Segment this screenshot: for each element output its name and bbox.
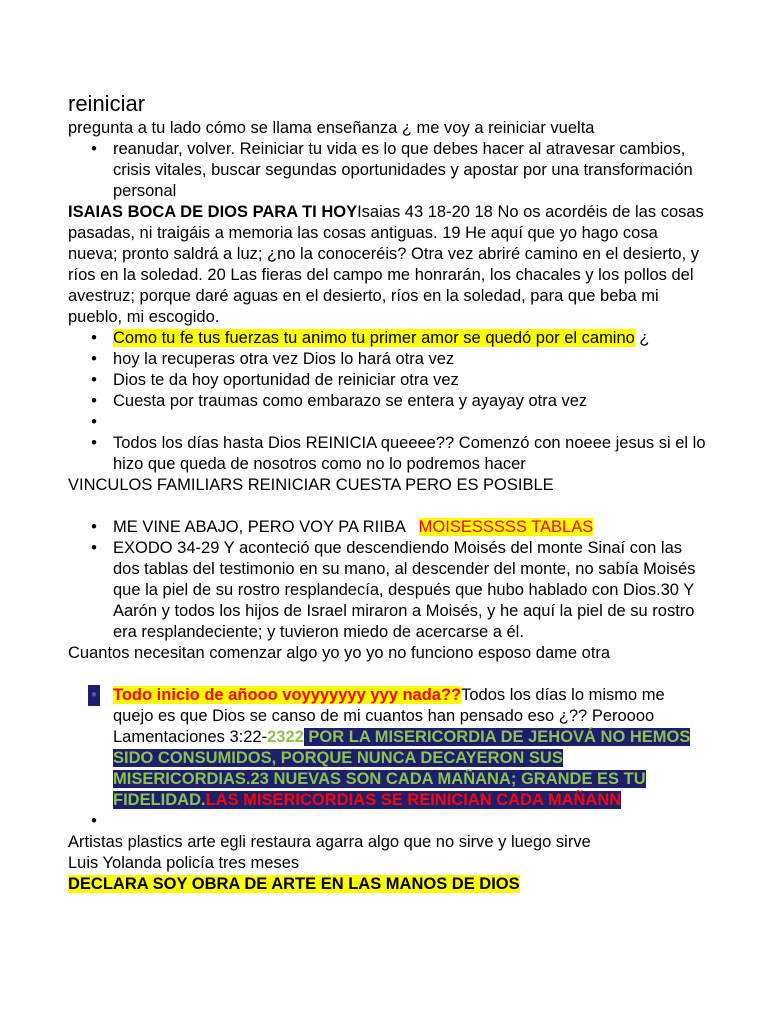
list-item-text: EXODO 34-29 Y aconteció que descendiendo Moisés del monte Sinaí con las dos tablas del testimonio en su mano, al descender del monte, no sabía Moisés que la piel de su rostro resplandecía, después que hubo hablado con Dios.30 Y Aarón y todos los hijos de Israel miraron a Moisés, y he aquí la piel de su rostro era resplandeciente; y tuvieron miedo de acercarse a él. — [113, 539, 696, 641]
bullet-icon: • — [91, 392, 97, 410]
list-item-text: reanudar, volver. Reiniciar tu vida es lo que debes hacer al atravesar cambios, crisis vitales, buscar segundas oportunidades y apostar por una transformación personal — [113, 140, 693, 200]
list-item-text: Dios te da hoy oportunidad de reiniciar otra vez — [113, 371, 459, 389]
list-item — [68, 517, 708, 538]
bullet-icon: • — [91, 413, 97, 431]
highlighted-text: MOISESSSSS TABLAS — [418, 518, 594, 536]
list-item-text: Cuesta por traumas como embarazo se entera y ayayay otra vez — [113, 392, 588, 410]
bullet-icon: • — [91, 518, 97, 536]
list-item — [68, 349, 708, 370]
declara-line — [68, 874, 708, 895]
list-item — [68, 433, 708, 475]
list-item — [68, 391, 708, 412]
bullet-icon: • — [91, 812, 97, 830]
empty-list-item — [68, 811, 708, 832]
list-item-text: ME VINE ABAJO, PERO VOY PA RIIBA — [113, 518, 419, 536]
luis-line: Luis Yolanda policía tres meses — [68, 854, 300, 872]
empty-list-item — [68, 412, 708, 433]
list-item-text: Todos los días lo mismo me quejo es que Dios se canso de mi cuantos han pensado eso ¿?? Peroooo Lamentaciones 3:22- — [113, 686, 665, 746]
highlighted-text: Como tu fe tus fuerzas tu animo tu primer amor se quedó por el camino — [113, 329, 635, 347]
bullet-icon: • — [91, 371, 97, 389]
highlighted-verse: POR LA MISERICORDIA DE JEHOVÁ NO HEMOS SIDO CONSUMIDOS, PORQUE NUNCA DECAYERON SUS MISERICORDIAS.23 NUEVAS SON CADA MAÑANA; GRANDE ES TU FIDELIDAD. — [113, 728, 691, 809]
list-item — [68, 328, 708, 349]
isaias-heading: ISAIAS BOCA DE DIOS PARA TI HOY — [68, 203, 358, 221]
bullet-icon: • — [91, 434, 97, 452]
bullet-list-2 — [68, 328, 708, 475]
vinculos-line: VINCULOS FAMILIARS REINICIAR CUESTA PERO ES POSIBLE — [68, 476, 554, 494]
list-item — [68, 538, 708, 643]
bullet-list-4 — [68, 685, 708, 832]
bullet-list-1 — [68, 139, 708, 202]
list-item — [68, 139, 708, 202]
bullet-icon: • — [88, 685, 100, 706]
list-item — [68, 370, 708, 391]
bullet-icon: • — [91, 350, 97, 368]
bullet-list-3 — [68, 517, 708, 643]
document-title: reiniciar — [68, 91, 146, 116]
bullet-icon: • — [91, 329, 97, 347]
intro-line: pregunta a tu lado cómo se llama enseñanza ¿ me voy a reiniciar vuelta — [68, 119, 595, 137]
isaias-paragraph — [68, 202, 708, 328]
list-item-text: ¿ — [634, 329, 650, 347]
cuantos-line: Cuantos necesitan comenzar algo yo yo yo no funciono esposo dame otra — [68, 644, 611, 662]
bullet-icon: • — [91, 140, 97, 158]
list-item — [68, 685, 708, 811]
bullet-icon: • — [91, 539, 97, 557]
blank-line — [68, 496, 708, 517]
verse-number: 2322 — [267, 728, 304, 746]
artistas-line: Artistas plastics arte egli restaura agarra algo que no sirve y luego sirve — [68, 833, 591, 851]
blank-line — [68, 664, 708, 685]
list-item-text: Todos los días hasta Dios REINICIA queeee?? Comenzó con noeee jesus si el lo hizo que queda de nosotros como no lo podremos hacer — [113, 434, 706, 473]
highlighted-text: DECLARA SOY OBRA DE ARTE EN LAS MANOS DE DIOS — [68, 875, 520, 893]
highlighted-text: Todo inicio de añooo voyyyyyyy yyy nada?? — [113, 686, 462, 704]
highlighted-verse-red: LAS MISERICORDIAS SE REINICIAN CADA MAÑANN — [205, 791, 622, 809]
list-item-text: hoy la recuperas otra vez Dios lo hará otra vez — [113, 350, 455, 368]
isaias-text: Isaias 43 18-20 18 No os acordéis de las cosas pasadas, ni traigáis a memoria las cosas antiguas. 19 He aquí que yo hago cosa nueva; pronto saldrá a luz; ¿no la conoceréis? Otra vez abriré camino en el desierto, y ríos en la soledad. 20 Las fieras del campo me honrarán, los chacales y los pollos del avestruz; porque daré aguas en el desierto, ríos en la soledad, para que beba mi pueblo, mi escogido. — [68, 203, 704, 326]
document-body — [68, 90, 708, 895]
